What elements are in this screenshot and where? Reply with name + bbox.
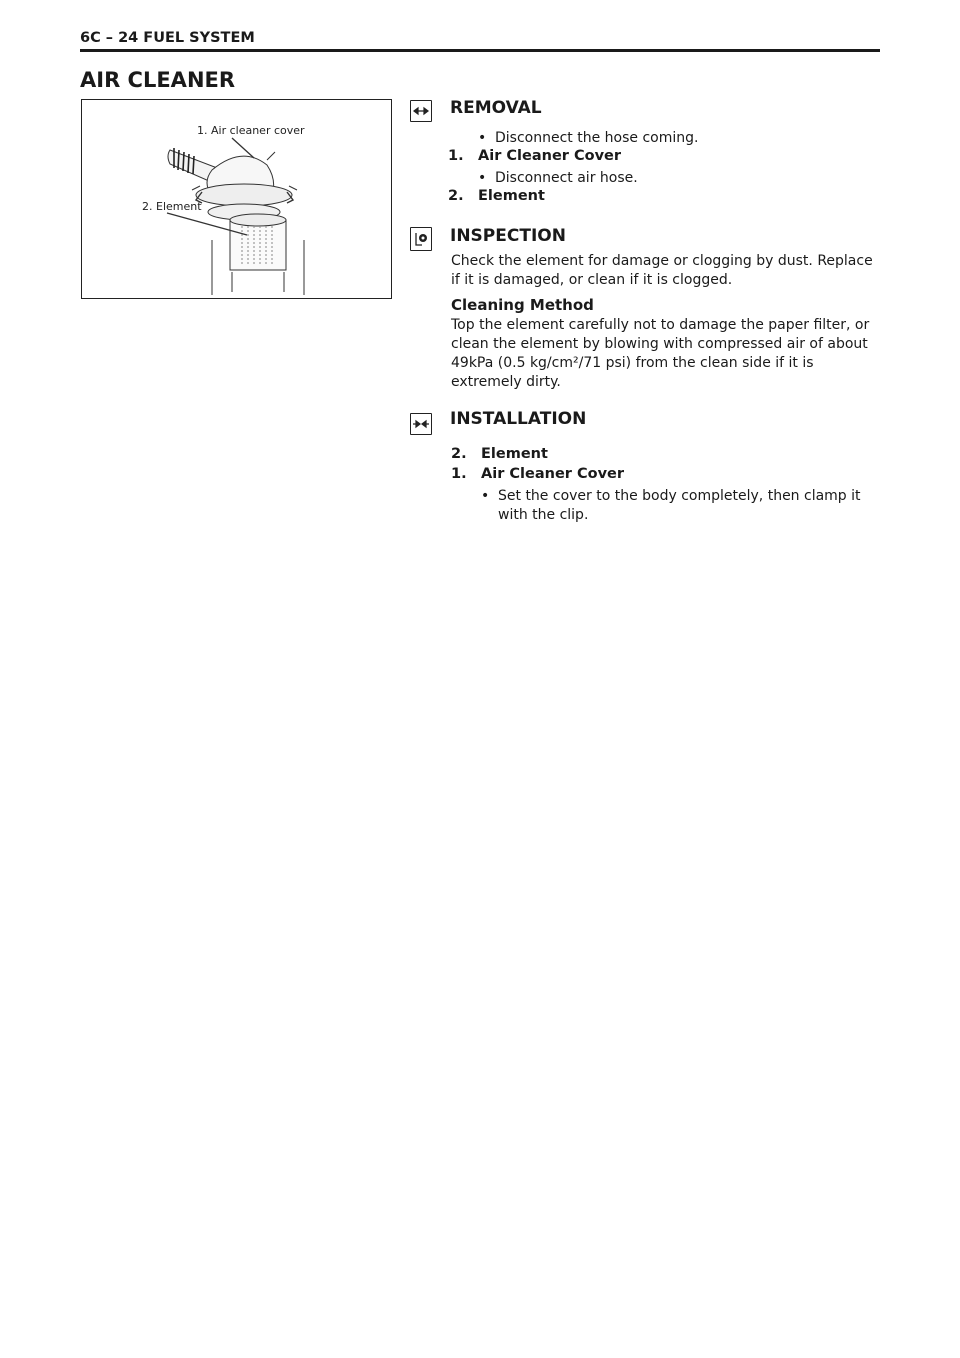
removal-bullet-2 [478, 169, 638, 188]
item-number: 1. [451, 466, 467, 482]
item-label: Air Cleaner Cover [481, 466, 625, 482]
air-cleaner-figure [81, 99, 392, 299]
item-number: 2. [451, 446, 467, 462]
installation-arrows-icon [410, 413, 432, 435]
bullet-dot: • [478, 170, 487, 186]
air-cleaner-diagram [82, 100, 391, 298]
header-title: 6C – 24 FUEL SYSTEM [80, 30, 255, 46]
bullet-text: Disconnect air hose. [495, 170, 638, 186]
installation-bullet [481, 487, 883, 525]
page-title: AIR CLEANER [80, 68, 236, 92]
removal-arrows-icon [410, 100, 432, 122]
bullet-text: Set the cover to the body completely, then clamp it with the clip. [498, 488, 861, 523]
cleaning-method-title: Cleaning Method [451, 296, 594, 314]
bullet-dot: • [478, 130, 487, 146]
removal-bullet-1 [478, 129, 698, 148]
item-label: Element [481, 446, 548, 462]
installation-item-air-cleaner-cover [451, 466, 624, 482]
bullet-text: Disconnect the hose coming. [495, 130, 699, 146]
bullet-dot: • [481, 488, 490, 504]
item-label: Air Cleaner Cover [478, 148, 622, 164]
figure-label-cover: 1. Air cleaner cover [197, 124, 305, 137]
removal-title: REMOVAL [450, 98, 542, 118]
inspection-magnifier-icon [410, 227, 432, 251]
page-header [80, 30, 880, 52]
removal-item-element [448, 188, 545, 204]
inspection-title: INSPECTION [450, 226, 566, 246]
item-number: 2. [448, 188, 464, 204]
item-number: 1. [448, 148, 464, 164]
installation-title: INSTALLATION [450, 409, 587, 429]
installation-item-element [451, 446, 548, 462]
cleaning-method-text: Top the element carefully not to damage the paper filter, or clean the element by blowing with compressed air of about 49kPa (0.5 kg/cm²/71 psi) from the clean side if it is extremely dirty. [451, 317, 870, 390]
item-label: Element [478, 188, 545, 204]
figure-label-element: 2. Element [142, 200, 202, 213]
removal-item-air-cleaner-cover [448, 148, 621, 164]
inspection-text: Check the element for damage or clogging by dust. Replace if it is damaged, or clean if it is clogged. [451, 253, 873, 288]
